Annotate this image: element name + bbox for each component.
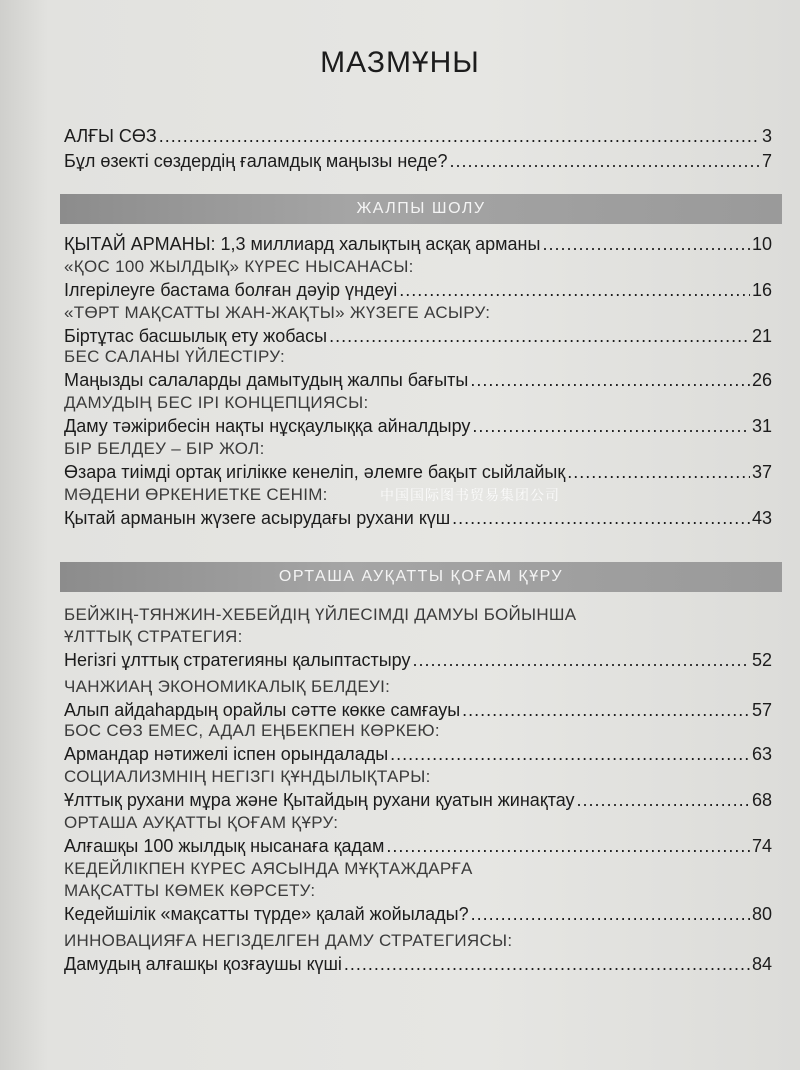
leader-dots [399,278,750,302]
page-number: 68 [751,790,772,810]
entry-label: БЕЙЖІҢ-ТЯНЖИН-ХЕБЕЙДІҢ ҮЙЛЕСІМДІ ДАМУЫ БОЙЫНША [64,605,577,624]
toc-entry[interactable] [64,256,772,302]
page-number: 3 [761,126,772,146]
leader-dots [470,368,750,392]
entry-label: ДАМУДЫҢ БЕС ІРІ КОНЦЕПЦИЯСЫ: [64,393,369,412]
leader-dots [542,232,750,256]
toc-entry[interactable] [64,766,772,812]
entry-label: БОС СӨЗ ЕМЕС, АДАЛ ЕҢБЕКПЕН КӨРКЕЮ: [64,721,440,740]
leader-dots [412,648,749,672]
entry-label: БІР БЕЛДЕУ – БІР ЖОЛ: [64,439,265,458]
entry-label: ИННОВАЦИЯҒА НЕГІЗДЕЛГЕН ДАМУ СТРАТЕГИЯСЫ: [64,931,513,950]
toc-entry[interactable] [64,124,772,148]
toc-entry[interactable] [64,438,772,484]
entry-label: «ҚОС 100 ЖЫЛДЫҚ» КҮРЕС НЫСАНАСЫ: [64,257,414,276]
entry-label: ОРТАША АУҚАТТЫ ҚОҒАМ ҚҰРУ: [64,813,339,832]
page-title: МАЗМҰНЫ [320,46,480,79]
entry-text: Қытай арманын жүзеге асырудағы рухани күш [64,508,451,528]
entry-text: ҚЫТАЙ АРМАНЫ: 1,3 миллиард халықтың асқақ арманы [64,234,541,254]
page-number: 16 [751,280,772,300]
page-number: 37 [751,462,772,482]
entry-text: Кедейшілік «мақсатты түрде» қалай жойылады? [64,904,469,924]
page-number: 31 [751,416,772,436]
entry-label: ҰЛТТЫҚ СТРАТЕГИЯ: [64,627,243,646]
toc-entry[interactable] [64,232,772,256]
section-heading: ЖАЛПЫ ШОЛУ [60,194,782,224]
page-number: 7 [761,151,772,171]
entry-text: Даму тәжірибесін нақты нұсқаулыққа айналдыру [64,416,471,436]
entry-text: Армандар нәтижелі іспен орындалады [64,744,389,764]
page-number: 21 [751,326,772,346]
leader-dots [449,149,760,173]
leader-dots [567,460,750,484]
leader-dots [471,902,750,926]
entry-text: Негізгі ұлттық стратегияны қалыптастыру [64,650,411,670]
leader-dots [452,506,750,530]
entry-label: КЕДЕЙЛІКПЕН КҮРЕС АЯСЫНДА МҰҚТАЖДАРҒА [64,859,473,878]
entry-label: БЕС САЛАНЫ ҮЙЛЕСТІРУ: [64,347,286,366]
watermark: 中国国际图书贸易集团公司 [380,487,560,503]
toc-entry[interactable] [64,858,772,926]
leader-dots [386,834,750,858]
entry-label: СОЦИАЛИЗМНІҢ НЕГІЗГІ ҚҰНДЫЛЫҚТАРЫ: [64,767,431,786]
page-number: 26 [751,370,772,390]
page-number: 52 [751,650,772,670]
entry-label: ЧАНЖИАҢ ЭКОНОМИКАЛЫҚ БЕЛДЕУІ: [64,677,391,696]
page-number: 43 [751,508,772,528]
entry-label: МӘДЕНИ ӨРКЕНИЕТКЕ СЕНІМ: [64,485,328,504]
toc-entry[interactable] [64,302,772,348]
entry-text: Бұл өзекті сөздердің ғаламдық маңызы неде? [64,151,448,171]
entry-text: Алғашқы 100 жылдық нысанаға қадам [64,836,385,856]
entry-text: АЛҒЫ СӨЗ [64,126,157,146]
leader-dots [344,952,750,976]
toc-entry[interactable] [64,149,772,173]
page-number: 84 [751,954,772,974]
page-number: 57 [751,700,772,720]
entry-text: Алып айдаһардың орайлы сәтте көкке самғауы [64,700,461,720]
entry-text: Ілгерілеуге бастама болған дәуір үндеуі [64,280,398,300]
toc-entry[interactable] [64,676,772,722]
toc-entry[interactable] [64,346,772,392]
entry-text: Маңызды салаларды дамытудың жалпы бағыты [64,370,469,390]
entry-text: Дамудың алғашқы қозғаушы күші [64,954,342,974]
leader-dots [472,414,750,438]
entry-label: МАҚСАТТЫ КӨМЕК КӨРСЕТУ: [64,881,316,900]
entry-text: Біртұтас басшылық ету жобасы [64,326,328,346]
toc-entry[interactable] [64,720,772,766]
toc-entry[interactable] [64,604,772,672]
page-number: 63 [751,744,772,764]
toc-entry[interactable] [64,930,772,976]
leader-dots [390,742,750,766]
section-heading: ОРТАША АУҚАТТЫ ҚОҒАМ ҚҰРУ [60,562,782,592]
page-number: 74 [751,836,772,856]
leader-dots [462,698,750,722]
entry-text: Ұлттық рухани мұра және Қытайдың рухани қуатын жинақтау [64,790,575,810]
leader-dots [329,324,750,348]
page-number: 10 [751,234,772,254]
leader-dots [159,124,760,148]
toc-entry[interactable] [64,812,772,858]
toc-entry[interactable] [64,392,772,438]
page-number: 80 [751,904,772,924]
entry-text: Өзара тиімді ортақ игілікке кенеліп, әлемге бақыт сыйлайық [64,462,566,482]
entry-label: «ТӨРТ МАҚСАТТЫ ЖАН-ЖАҚТЫ» ЖҮЗЕГЕ АСЫРУ: [64,303,491,322]
leader-dots [577,788,750,812]
